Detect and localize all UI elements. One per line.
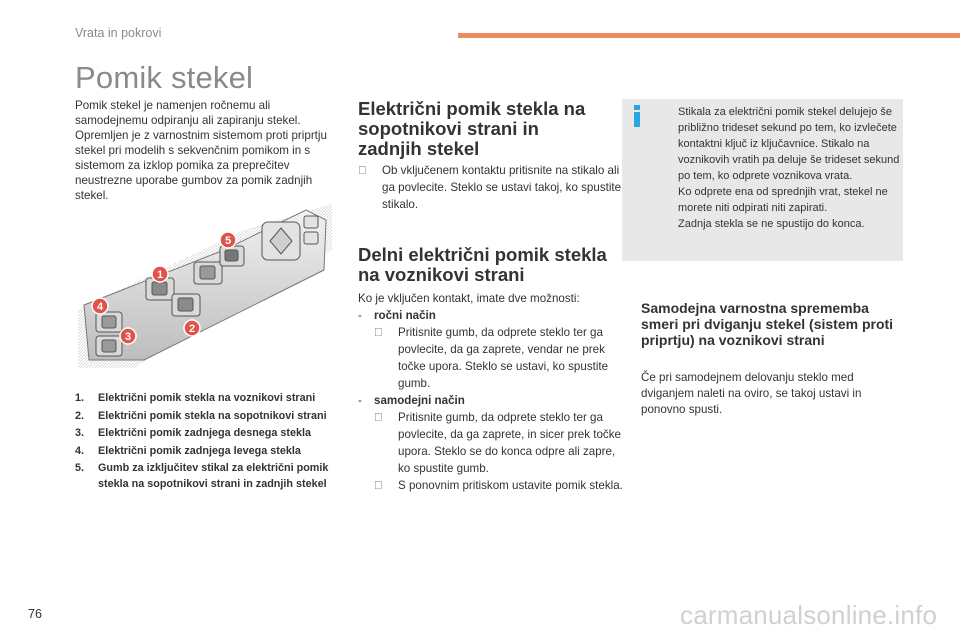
info-box	[622, 99, 903, 261]
callout-5: 5	[224, 235, 232, 247]
legend-item	[75, 444, 345, 460]
info-icon	[628, 105, 646, 127]
info-paragraph: Ko odprete ena od sprednjih vrat, stekel ne morete niti odpirati niti zapirati.	[678, 186, 888, 214]
mode-auto-label: samodejni način	[374, 394, 465, 407]
section-heading-driver: Delni električni pomik stekla na voznikovi strani	[358, 244, 607, 285]
legend-text: Električni pomik stekla na sopotnikovi strani	[98, 409, 327, 422]
header-accent-bar	[458, 33, 960, 38]
bullet-icon	[374, 409, 383, 426]
legend-item	[75, 409, 345, 425]
info-paragraph: Stikala za električni pomik stekel delujejo še približno trideset sekund po tem, ko izvlečete kontaktni ključ iz ključavnice. Stikalo na voznikovih vratih pa deluje še trideset sekund po tem, ko odprete voznikova vrata.	[678, 106, 900, 182]
page-number: 76	[28, 607, 42, 621]
info-paragraph: Zadnja stekla se ne spustijo do konca.	[678, 218, 865, 230]
mode-manual-text: Pritisnite gumb, da odprete steklo ter ga povlecite, da ga zaprete, vendar ne prek točke upora. Steklo se ustavi, ko spustite gumb.	[398, 326, 609, 390]
bullet-icon	[358, 162, 367, 179]
legend-number: 2.	[75, 409, 85, 422]
mode-manual-label: ročni način	[374, 309, 436, 322]
bullet-icon	[374, 324, 383, 341]
legend-item	[75, 426, 345, 442]
page-title: Pomik stekel	[75, 60, 254, 95]
callout-3: 3	[124, 331, 132, 343]
legend-text: Električni pomik zadnjega levega stekla	[98, 444, 301, 457]
callout-2: 2	[188, 323, 196, 335]
legend-number: 1.	[75, 392, 85, 404]
door-switch-illustration	[74, 200, 336, 370]
section3-body: Če pri samodejnem delovanju steklo med dviganjem naleti na oviro, se takoj ustavi in ponovno spusti.	[641, 371, 862, 416]
legend-item	[75, 461, 345, 492]
bullet-icon	[374, 477, 383, 494]
section-heading-passenger-rear: Električni pomik stekla na sopotnikovi strani in zadnjih stekel	[358, 98, 586, 159]
dash-marker: -	[358, 394, 362, 407]
mode-auto-extra: S ponovnim pritiskom ustavite pomik stekla.	[398, 479, 623, 492]
section-heading-anti-pinch: Samodejna varnostna sprememba smeri pri dviganju stekel (sistem proti priprtju) na voznikovi strani	[641, 300, 894, 348]
legend-item	[75, 391, 345, 407]
section1-bullet-text: Ob vključenem kontaktu pritisnite na stikalo ali ga povlecite. Steklo se ustavi takoj, ko spustite stikalo.	[382, 164, 622, 211]
legend-number: 4.	[75, 444, 85, 457]
info-text	[678, 104, 900, 232]
legend-number: 5.	[75, 462, 85, 474]
callout-1: 1	[156, 269, 164, 281]
section1-body	[358, 162, 622, 213]
callout-4: 4	[96, 301, 104, 313]
legend-text: Električni pomik zadnjega desnega stekla	[98, 427, 312, 439]
watermark: carmanualsonline.info	[680, 600, 938, 630]
section2-body	[358, 290, 624, 494]
mode-auto-text: Pritisnite gumb, da odprete steklo ter ga povlecite, da ga zaprete, in sicer prek točke upora. Steklo se do konca odpre ali zapre, ko spustite gumb.	[398, 411, 621, 475]
intro-paragraph: Pomik stekel je namenjen ročnemu ali samodejnemu odpiranju ali zapiranju stekel. Opremljen je z varnostnim sistemom proti priprtju stekel pri modelih s sekvenčnim pomikom in s sistemom za izklop pomika za preprečitev neustrezne uporabe gumbov za pomik zadnjih stekel.	[75, 99, 327, 202]
section-header: Vrata in pokrovi	[75, 26, 162, 40]
legend-number: 3.	[75, 427, 85, 439]
section2-lead: Ko je vključen kontakt, imate dve možnosti:	[358, 292, 580, 305]
figure-legend	[75, 391, 345, 494]
legend-text: Električni pomik stekla na voznikovi strani	[98, 392, 316, 404]
dash-marker: -	[358, 309, 362, 322]
legend-text: Gumb za izključitev stikal za električni pomik stekla na sopotnikovi strani in zadnjih stekel	[98, 462, 329, 490]
